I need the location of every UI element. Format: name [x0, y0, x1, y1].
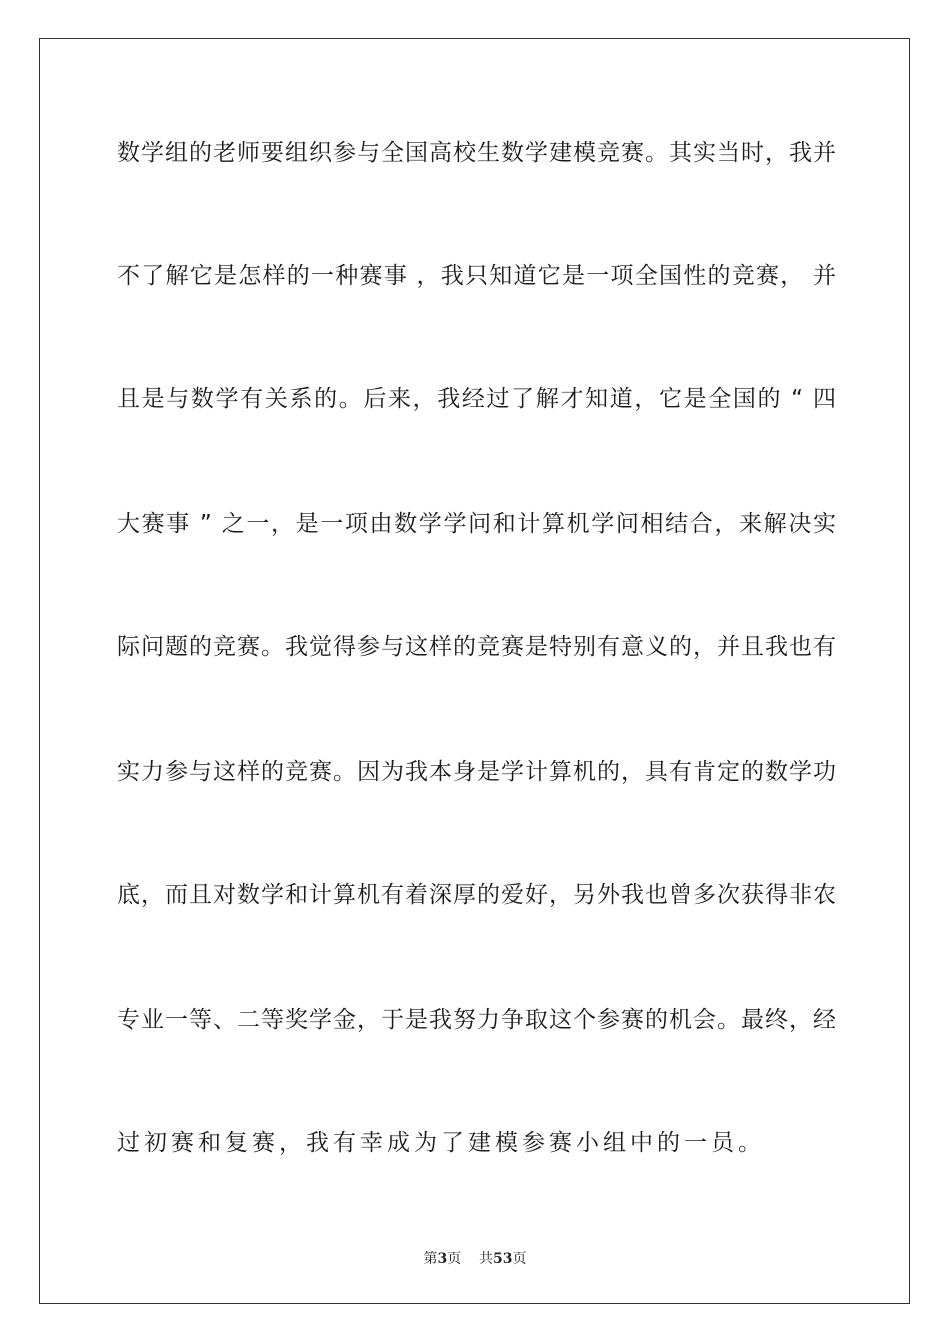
text-line-8: 专业一等、二等奖学金，于是我努力争取这个参赛的机会。最终，经	[117, 1007, 837, 1033]
text-line-2: 不了解它是怎样的一种赛事 ，我只知道它是一项全国性的竞赛， 并	[117, 263, 837, 289]
total-prefix: 共	[479, 1251, 494, 1267]
page-prefix: 第	[423, 1251, 438, 1267]
total-suffix: 页	[512, 1251, 527, 1267]
text-line-6: 实力参与这样的竞赛。因为我本身是学计算机的，具有肯定的数学功	[117, 759, 837, 785]
footer-spacer	[461, 1251, 479, 1267]
page-number: 3	[437, 1251, 448, 1267]
text-line-4: 大赛事 ” 之一，是一项由数学学问和计算机学问相结合，来解决实	[117, 511, 837, 537]
page-footer	[0, 1248, 950, 1268]
text-line-9: 过初赛和复赛，我有幸成为了建模参赛小组中的一员。	[117, 1130, 765, 1156]
page-border	[39, 38, 910, 1304]
text-line-5: 际问题的竞赛。我觉得参与这样的竞赛是特别有意义的，并且我也有	[117, 634, 837, 660]
text-line-7: 底，而且对数学和计算机有着深厚的爱好，另外我也曾多次获得非农	[117, 882, 837, 908]
total-pages: 53	[493, 1251, 513, 1267]
text-line-3: 且是与数学有关系的。后来，我经过了解才知道，它是全国的 “ 四	[117, 386, 837, 412]
page-suffix: 页	[447, 1251, 462, 1267]
text-line-1: 数学组的老师要组织参与全国高校生数学建模竞赛。其实当时，我并	[117, 140, 837, 166]
